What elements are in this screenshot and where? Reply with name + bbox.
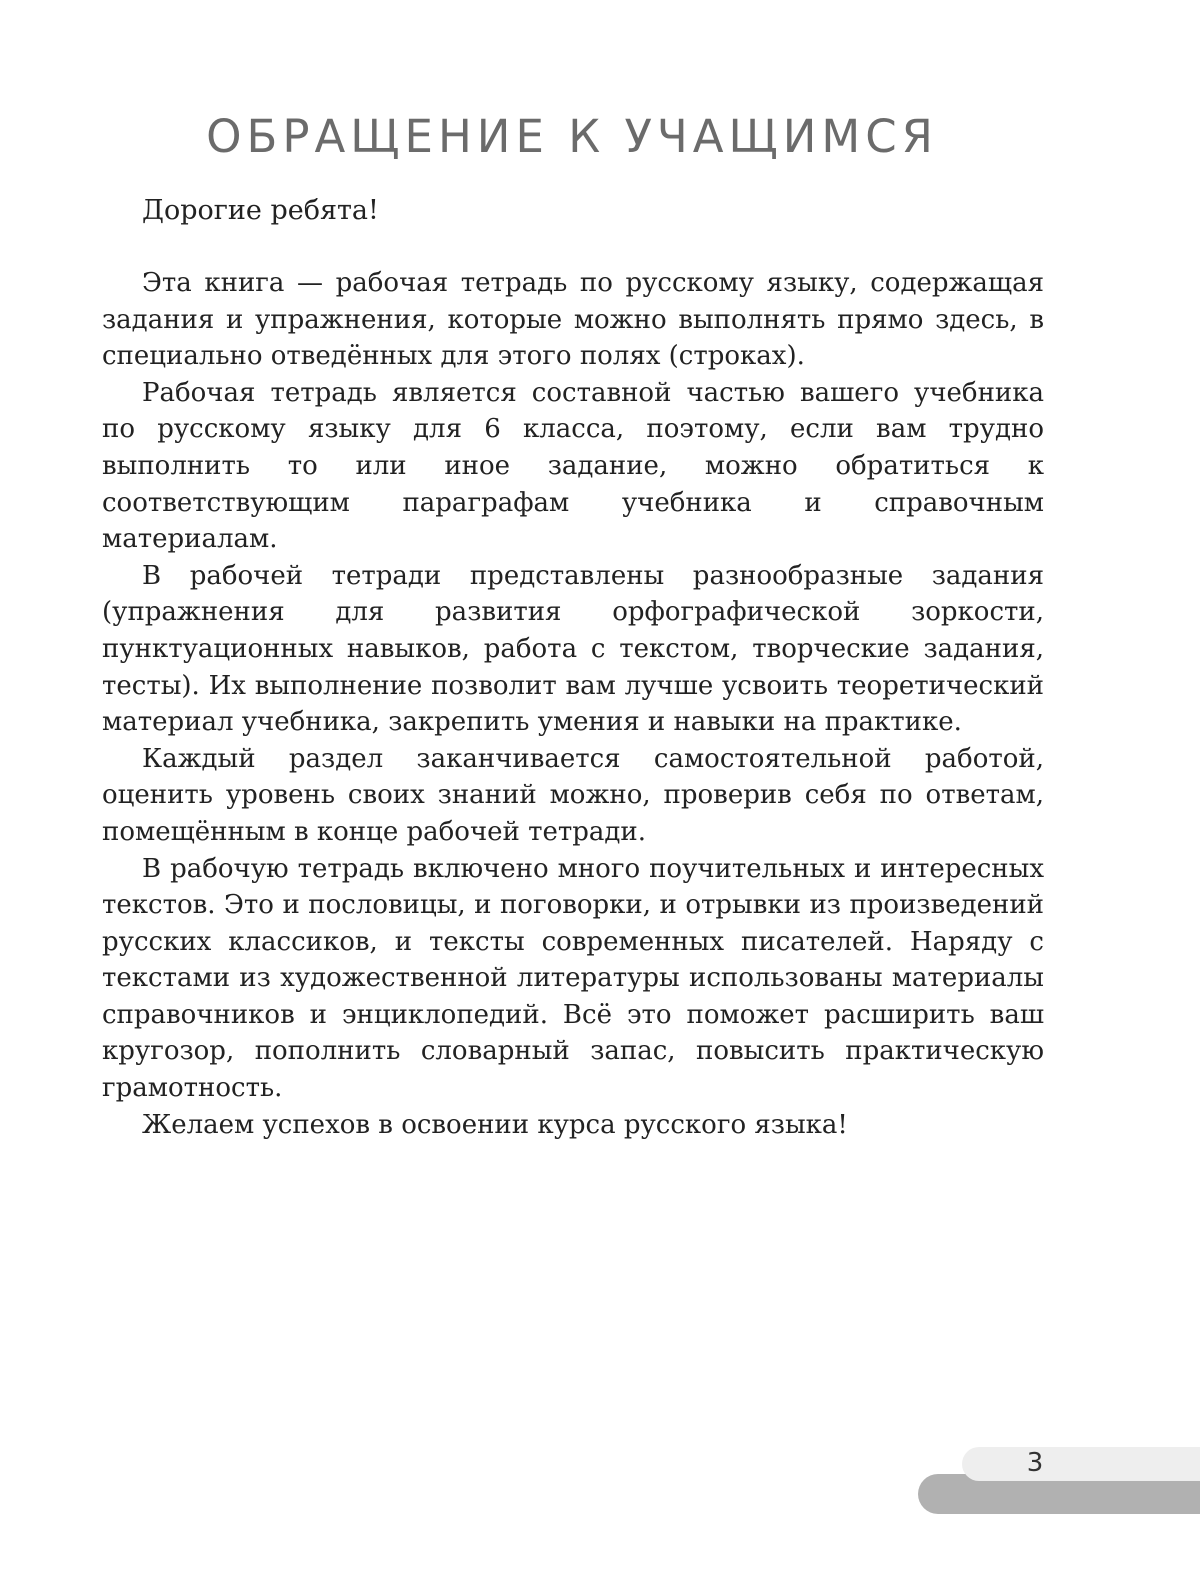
paragraph-tasks: В рабочей тетради представлены разнообразные задания (упражнения для развития орфографической зоркости, пунктуационных навыков, работа с текстом, творческие задания, тесты). Их выполнение позволит вам лучше усвоить теоретический материал учебника, закрепить умения и навыки на практике. (102, 560, 1044, 738)
paragraph-intro: Эта книга — рабочая тетрадь по русскому языку, содержащая задания и упражнения, которые можно выполнять прямо здесь, в специально отведённых для этого полях (строках). (102, 268, 1044, 372)
page-number: 3 (1026, 1448, 1044, 1478)
paragraph-texts: В рабочую тетрадь включено много поучительных и интересных текстов. Это и пословицы, и поговорки, и отрывки из произведений русских классиков, и тексты современных писателей. Наряду с текстами из художественной литературы использованы материалы справочников и энциклопедий. Всё это поможет расширить ваш кругозор, пополнить словарный запас, повысить практическую грамотность. (102, 853, 1044, 1104)
page-number-tab (962, 1447, 1200, 1481)
paragraph-textbook: Рабочая тетрадь является составной частью вашего учебника по русскому языку для 6 класса, поэтому, если вам трудно выполнить то или иное задание, можно обратиться к соответствующим параграфам учебника и справочным материалам. (102, 377, 1044, 555)
body-text (102, 265, 1044, 1143)
paragraph-self-check: Каждый раздел заканчивается самостоятельной работой, оценить уровень своих знаний можно, проверив себя по ответам, помещённым в конце рабочей тетради. (102, 743, 1044, 847)
greeting: Дорогие ребята! (142, 195, 379, 226)
page-title: ОБРАЩЕНИЕ К УЧАЩИМСЯ (206, 110, 938, 163)
paragraph-wishes: Желаем успехов в освоении курса русского языка! (142, 1109, 848, 1140)
